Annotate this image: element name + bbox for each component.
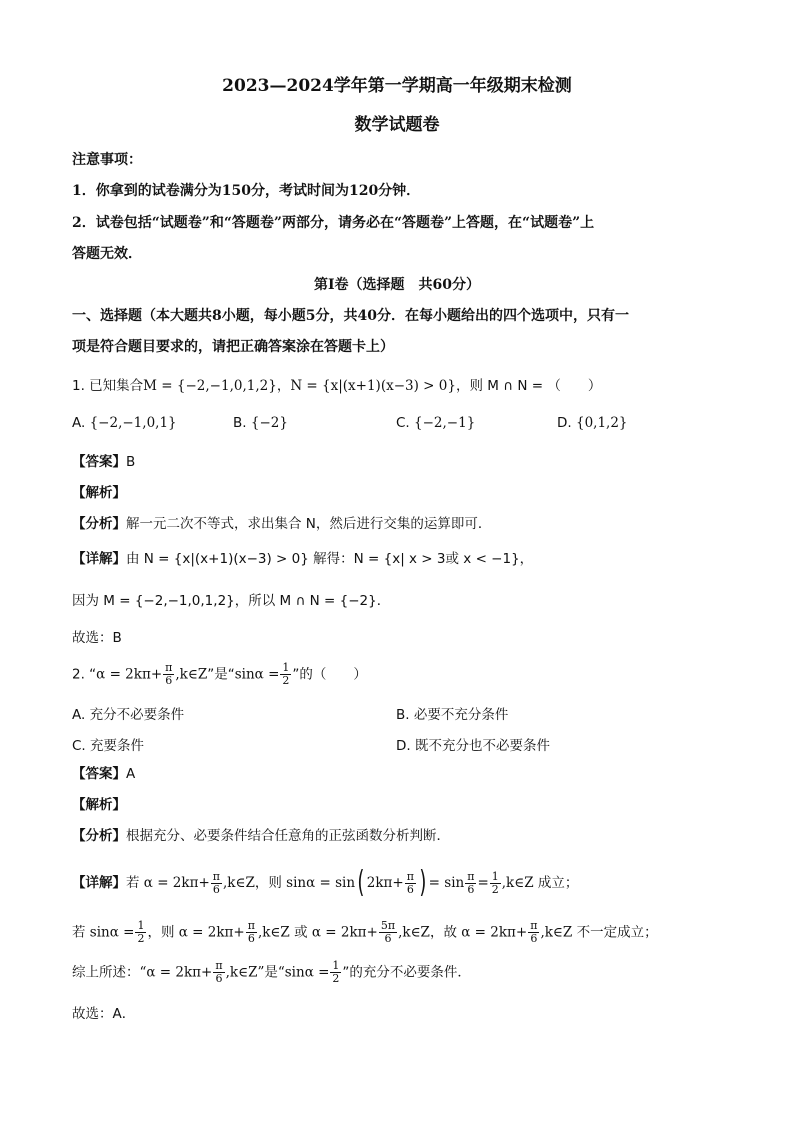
right-paren: ) xyxy=(419,865,427,900)
answer-value: A xyxy=(126,766,136,782)
option-label: B. xyxy=(233,415,247,431)
q2-alpha-expr: α = 2kπ+ xyxy=(96,666,163,683)
detail-text: ,k∈Z 成立； xyxy=(501,875,579,891)
q1-stem xyxy=(72,376,724,396)
q2-stem xyxy=(72,662,724,687)
detail-text: ，则 α = 2kπ+ xyxy=(147,924,245,941)
denominator: 6 xyxy=(212,882,220,896)
detail-text: 2kπ+ xyxy=(366,875,404,891)
fraction-5pi-over-6 xyxy=(379,920,397,945)
analysis-tag: 【解析】 xyxy=(72,797,126,813)
option-text: 必要不充分条件 xyxy=(413,707,509,723)
denominator: 6 xyxy=(165,674,173,687)
detail-text: = sin xyxy=(428,875,465,891)
q1-option-b xyxy=(233,415,288,431)
numerator: 5π xyxy=(380,919,396,932)
notes-heading: 注意事项： xyxy=(72,152,142,168)
summary-text: 综上所述：“α = 2kπ+ xyxy=(72,964,213,981)
summary-text: ,k∈Z”是“sinα = xyxy=(225,964,330,981)
option-label: A. xyxy=(72,707,86,723)
volume-title: 第Ⅰ卷（选择题 共60分） xyxy=(313,277,481,293)
fraction-one-half xyxy=(280,662,291,687)
numerator: π xyxy=(467,869,475,883)
analysis-tag: 【解析】 xyxy=(72,485,126,501)
q1-conclusion: 故选：B xyxy=(72,630,122,646)
detail-text: = xyxy=(477,875,489,891)
fraction-one-half xyxy=(135,920,146,945)
answer-tag: 【答案】 xyxy=(72,454,126,470)
numerator: 1 xyxy=(332,959,340,972)
option-text: 既不充分也不必要条件 xyxy=(414,738,550,754)
option-label: B. xyxy=(396,707,410,723)
part-one-heading: 一、选择题（本大题共8小题，每小题5分，共40分．在每小题给出的四个选项中，只有一 xyxy=(72,308,629,324)
denominator: 6 xyxy=(467,882,475,896)
fraction-pi-over-6 xyxy=(528,920,539,945)
fenxi-tag: 【分析】 xyxy=(72,828,126,844)
k-in-z: ,k∈Z xyxy=(175,666,208,683)
denominator: 6 xyxy=(384,932,392,945)
q2-detail-line-1 xyxy=(72,865,724,900)
note-item-1: 1．你拿到的试卷满分为150分，考试时间为120分钟． xyxy=(72,183,421,199)
fraction-pi-over-6 xyxy=(246,920,257,945)
exam-subtitle: 数学试题卷 xyxy=(354,115,440,135)
detail-text: ,k∈Z 或 α = 2kπ+ xyxy=(257,924,378,941)
option-text: {0,1,2} xyxy=(575,415,628,431)
note-item-2-cont: 答题无效． xyxy=(72,246,142,262)
q2-fenxi xyxy=(72,826,724,846)
option-label: C. xyxy=(72,738,86,754)
numerator: π xyxy=(530,919,538,932)
detail-tag: 【详解】 xyxy=(72,875,126,891)
denominator: 2 xyxy=(332,972,340,985)
q1-sep: ， xyxy=(276,378,291,394)
part-one-heading-cont: 项是符合题目要求的，请把正确答案涂在答题卡上） xyxy=(72,339,394,355)
fraction-pi-over-6 xyxy=(211,871,222,896)
numerator: 1 xyxy=(137,919,145,932)
denominator: 2 xyxy=(137,932,145,945)
detail-text: 由 N = {x|(x+1)(x−3) > 0} 解得：N = {x| x > 3或 x < −1}， xyxy=(126,551,534,567)
denominator: 2 xyxy=(282,674,290,687)
detail-text: 若 α = 2kπ+ xyxy=(126,875,210,891)
option-text: {−2,−1,0,1} xyxy=(89,415,177,431)
q2-option-d xyxy=(396,734,550,754)
exam-title: 2023—2024学年第一学期高一年级期末检测 xyxy=(222,76,572,96)
q2-conclusion: 故选：A． xyxy=(72,1006,136,1022)
left-paren: ( xyxy=(357,865,365,900)
q2-answer xyxy=(72,764,724,784)
fraction-one-half xyxy=(490,871,501,896)
numerator: 1 xyxy=(491,869,499,883)
numerator: 1 xyxy=(282,661,290,674)
q2-summary xyxy=(72,960,724,985)
q1-fenxi xyxy=(72,514,724,534)
option-label: C. xyxy=(396,415,410,431)
denominator: 6 xyxy=(530,932,538,945)
fraction-pi-over-6 xyxy=(465,871,476,896)
q1-option-c xyxy=(396,415,475,431)
denominator: 6 xyxy=(406,882,414,896)
q1-stem-prefix: 1. 已知集合 xyxy=(72,378,144,394)
denominator: 6 xyxy=(247,932,255,945)
q2-option-a xyxy=(72,703,184,723)
fenxi-tag: 【分析】 xyxy=(72,516,126,532)
q2-detail-line-2 xyxy=(72,920,724,945)
q2-option-c xyxy=(72,734,144,754)
option-label: D. xyxy=(396,738,411,754)
summary-text: ”的充分不必要条件． xyxy=(342,964,471,981)
detail-text: ,k∈Z，故 α = 2kπ+ xyxy=(398,924,528,941)
answer-tag: 【答案】 xyxy=(72,766,126,782)
detail-text: ,k∈Z，则 sinα = sin xyxy=(223,875,356,891)
q1-detail xyxy=(72,549,724,569)
fenxi-text: 根据充分、必要条件结合任意角的正弦函数分析判断． xyxy=(126,828,450,844)
detail-tag: 【详解】 xyxy=(72,551,126,567)
q1-set-m: M = {−2,−1,0,1,2} xyxy=(143,378,277,394)
q2-is: ”是“ xyxy=(207,666,235,683)
option-text: {−2,−1} xyxy=(414,415,476,431)
q2-tail: ”的（ ） xyxy=(292,666,367,683)
option-text: 充要条件 xyxy=(90,738,145,754)
numerator: π xyxy=(406,869,414,883)
detail-text: 若 sinα = xyxy=(72,924,135,941)
q2-analysis xyxy=(72,795,724,815)
q2-option-b xyxy=(396,703,508,723)
fraction-pi-over-6 xyxy=(213,960,224,985)
q2-sin-expr: sinα = xyxy=(234,666,280,683)
numerator: π xyxy=(247,919,255,932)
numerator: π xyxy=(215,959,223,972)
detail-text: ,k∈Z 不一定成立； xyxy=(540,924,658,941)
fraction-pi-over-6 xyxy=(405,871,416,896)
q1-stem-suffix: ，则 M ∩ N = （ ） xyxy=(455,378,602,394)
fraction-pi-over-6 xyxy=(163,662,174,687)
note-item-2: 2．试卷包括“试题卷”和“答题卷”两部分，请务必在“答题卷”上答题，在“试题卷”上 xyxy=(72,215,595,231)
denominator: 6 xyxy=(215,972,223,985)
option-text: 充分不必要条件 xyxy=(89,707,185,723)
q1-set-n: N = {x|(x+1)(x−3) > 0} xyxy=(290,378,456,394)
q1-option-d xyxy=(557,415,628,431)
option-label: A. xyxy=(72,415,86,431)
numerator: π xyxy=(212,869,220,883)
numerator: π xyxy=(165,661,173,674)
q1-answer xyxy=(72,452,724,472)
fraction-one-half xyxy=(330,960,341,985)
q1-option-a xyxy=(72,415,177,431)
denominator: 2 xyxy=(491,882,499,896)
answer-value: B xyxy=(126,454,136,470)
q1-because: 因为 M = {−2,−1,0,1,2}，所以 M ∩ N = {−2}． xyxy=(72,593,391,609)
q2-num: 2. “ xyxy=(72,666,97,683)
option-text: {−2} xyxy=(250,415,288,431)
q1-analysis xyxy=(72,483,724,503)
option-label: D. xyxy=(557,415,572,431)
fenxi-text: 解一元二次不等式，求出集合 N，然后进行交集的运算即可． xyxy=(126,516,492,532)
